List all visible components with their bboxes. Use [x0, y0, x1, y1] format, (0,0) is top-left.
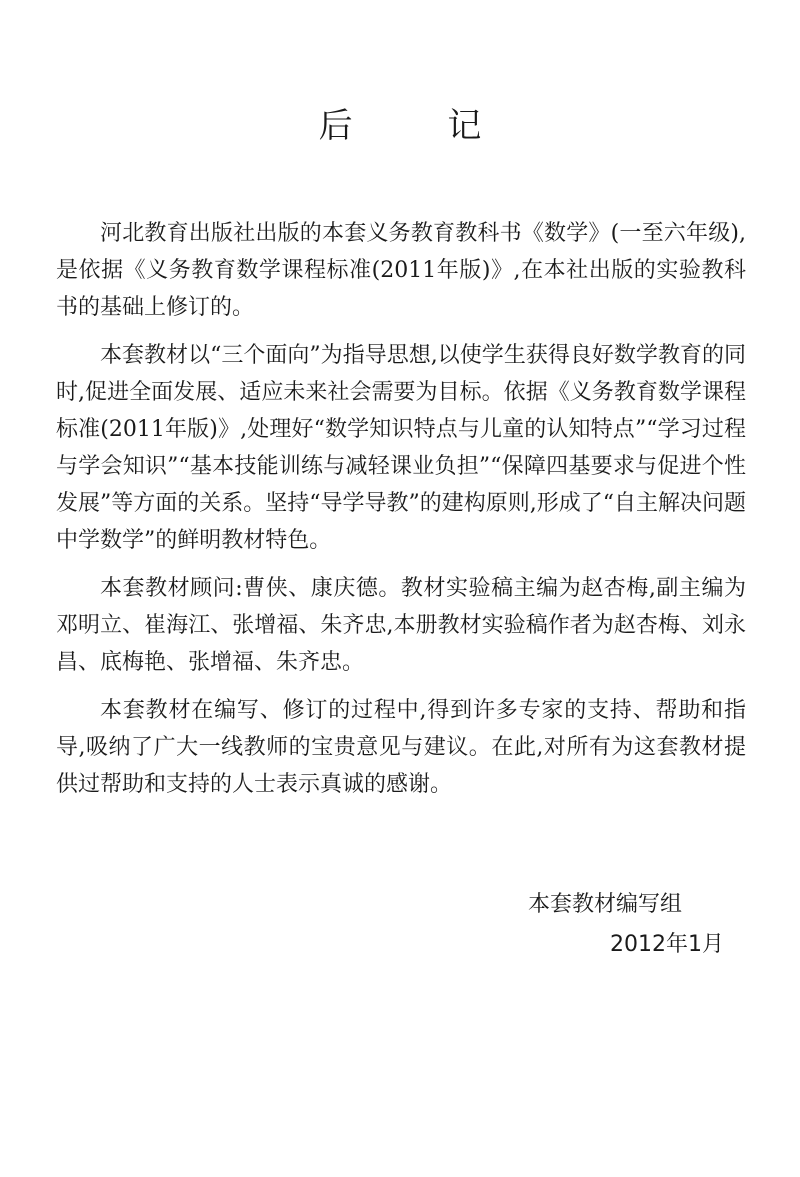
paragraph-4: 本套教材在编写、修订的过程中,得到许多专家的支持、帮助和指导,吸纳了广大一线教师的宝贵意见与建议。在此,对所有为这套教材提供过帮助和支持的人士表示真诚的感谢。: [56, 698, 746, 797]
signature-group: 本套教材编写组: [528, 892, 683, 917]
signature-block: [528, 885, 748, 965]
document-body: [56, 215, 746, 814]
page-title: 后 记: [318, 106, 524, 146]
paragraph-3: 本套教材顾问:曹侠、康庆德。教材实验稿主编为赵杏梅,副主编为邓明立、崔海江、张增福、朱齐忠,本册教材实验稿作者为赵杏梅、刘永昌、底梅艳、张增福、朱齐忠。: [56, 576, 746, 675]
paragraph-1: 河北教育出版社出版的本套义务教育教科书《数学》(一至六年级),是依据《义务教育数学课程标准(2011年版)》,在本社出版的实验教科书的基础上修订的。: [56, 221, 746, 320]
paragraph-2: 本套教材以“三个面向”为指导思想,以使学生获得良好数学教育的同时,促进全面发展、适应未来社会需要为目标。依据《义务教育数学课程标准(2011年版)》,处理好“数学知识特点与儿童的认知特点”“学习过程与学会知识”“基本技能训练与减轻课业负担”“保障四基要求与促进个性发展”等方面的关系。坚持“导学导教”的建构原则,形成了“自主解决问题中学数学”的鲜明教材特色。: [56, 343, 746, 553]
signature-date: 2012年1月: [610, 932, 724, 957]
